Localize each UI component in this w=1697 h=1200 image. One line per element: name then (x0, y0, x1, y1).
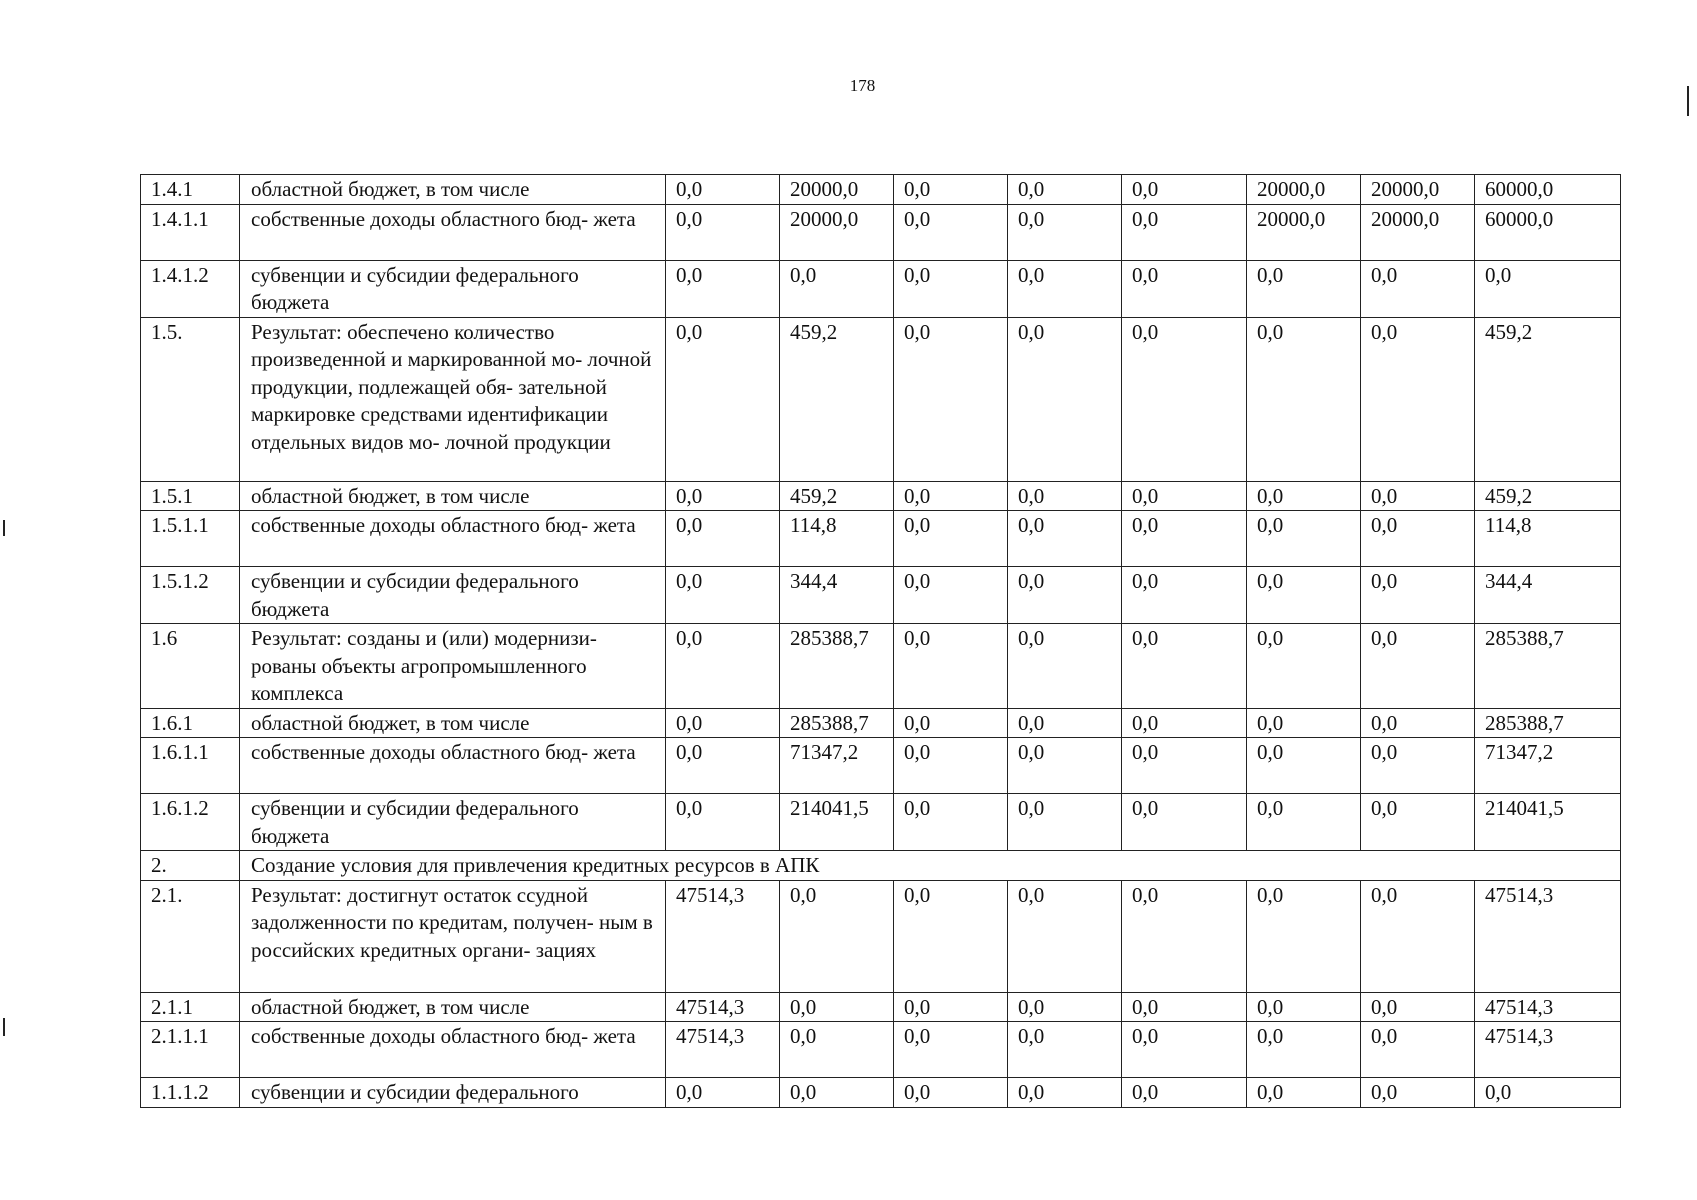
value-cell: 0,0 (1361, 1022, 1475, 1078)
value-cell: 0,0 (1122, 624, 1247, 709)
table-row (141, 1022, 1621, 1078)
value-cell: 0,0 (1361, 567, 1475, 624)
value-cell: 0,0 (1008, 624, 1122, 709)
value-cell: 0,0 (1008, 1078, 1122, 1108)
value-cell: 0,0 (1247, 992, 1361, 1022)
row-description: субвенции и субсидии федерального бюджета (240, 794, 666, 851)
row-description: собственные доходы областного бюд- жета (240, 1022, 666, 1078)
value-cell: 0,0 (666, 481, 780, 511)
value-cell: 0,0 (1361, 992, 1475, 1022)
value-cell: 47514,3 (666, 1022, 780, 1078)
value-cell: 0,0 (1361, 708, 1475, 738)
value-cell: 0,0 (1008, 567, 1122, 624)
value-cell: 285388,7 (780, 624, 894, 709)
value-cell: 0,0 (894, 880, 1008, 992)
value-cell: 214041,5 (1475, 794, 1621, 851)
row-code: 1.6 (141, 624, 240, 709)
value-cell: 0,0 (780, 260, 894, 317)
value-cell: 0,0 (1247, 481, 1361, 511)
value-cell: 0,0 (666, 317, 780, 481)
value-cell: 0,0 (1247, 317, 1361, 481)
value-cell: 0,0 (1122, 204, 1247, 260)
value-cell: 20000,0 (1247, 204, 1361, 260)
value-cell: 47514,3 (1475, 992, 1621, 1022)
value-cell: 0,0 (666, 567, 780, 624)
value-cell: 0,0 (1122, 992, 1247, 1022)
row-code: 1.6.1.1 (141, 738, 240, 794)
row-description: Результат: достигнут остаток ссудной задолженности по кредитам, получен- ным в российских кредитных органи- зациях (240, 880, 666, 992)
value-cell: 459,2 (780, 481, 894, 511)
row-code: 2.1. (141, 880, 240, 992)
value-cell: 0,0 (666, 794, 780, 851)
table-row (141, 880, 1621, 992)
value-cell: 71347,2 (1475, 738, 1621, 794)
row-description: областной бюджет, в том числе (240, 708, 666, 738)
value-cell: 0,0 (1122, 511, 1247, 567)
budget-table (140, 174, 1621, 1108)
value-cell: 0,0 (1247, 880, 1361, 992)
value-cell: 0,0 (1122, 567, 1247, 624)
row-description: собственные доходы областного бюд- жета (240, 738, 666, 794)
value-cell: 0,0 (894, 738, 1008, 794)
section-title: Создание условия для привлечения кредитных ресурсов в АПК (240, 851, 1621, 881)
value-cell: 0,0 (1361, 511, 1475, 567)
value-cell: 0,0 (1247, 1078, 1361, 1108)
row-code: 1.5. (141, 317, 240, 481)
value-cell: 0,0 (1008, 992, 1122, 1022)
table-row (141, 1078, 1621, 1108)
value-cell: 214041,5 (780, 794, 894, 851)
value-cell: 47514,3 (1475, 880, 1621, 992)
value-cell: 114,8 (1475, 511, 1621, 567)
table-row (141, 175, 1621, 205)
row-code: 2.1.1 (141, 992, 240, 1022)
value-cell: 344,4 (1475, 567, 1621, 624)
value-cell: 0,0 (1361, 1078, 1475, 1108)
row-description: субвенции и субсидии федерального (240, 1078, 666, 1108)
row-code: 1.5.1.2 (141, 567, 240, 624)
value-cell: 0,0 (1122, 738, 1247, 794)
value-cell: 0,0 (1247, 260, 1361, 317)
value-cell: 459,2 (1475, 481, 1621, 511)
value-cell: 71347,2 (780, 738, 894, 794)
value-cell: 0,0 (1008, 481, 1122, 511)
value-cell: 0,0 (894, 1078, 1008, 1108)
value-cell: 47514,3 (1475, 1022, 1621, 1078)
table-row (141, 204, 1621, 260)
row-code: 1.6.1 (141, 708, 240, 738)
value-cell: 0,0 (1122, 1078, 1247, 1108)
value-cell: 0,0 (666, 511, 780, 567)
value-cell: 20000,0 (1247, 175, 1361, 205)
row-code: 1.4.1.2 (141, 260, 240, 317)
value-cell: 0,0 (1361, 794, 1475, 851)
value-cell: 0,0 (1008, 204, 1122, 260)
row-code: 2. (141, 851, 240, 881)
value-cell: 285388,7 (780, 708, 894, 738)
row-description: Результат: обеспечено количество произведенной и маркированной мо- лочной продукции, подлежащей обя- зательной маркировке средствами идентификации отдельных видов мо- лочной продукции (240, 317, 666, 481)
value-cell: 0,0 (1122, 260, 1247, 317)
table-body (141, 175, 1621, 1108)
value-cell: 0,0 (1008, 1022, 1122, 1078)
value-cell: 0,0 (1361, 624, 1475, 709)
value-cell: 0,0 (666, 175, 780, 205)
table-row (141, 708, 1621, 738)
value-cell: 0,0 (1122, 175, 1247, 205)
table-row (141, 511, 1621, 567)
row-description: собственные доходы областного бюд- жета (240, 511, 666, 567)
value-cell: 0,0 (894, 1022, 1008, 1078)
row-code: 1.6.1.2 (141, 794, 240, 851)
value-cell: 20000,0 (1361, 204, 1475, 260)
value-cell: 0,0 (1475, 260, 1621, 317)
row-description: областной бюджет, в том числе (240, 992, 666, 1022)
value-cell: 0,0 (894, 260, 1008, 317)
row-code: 1.5.1 (141, 481, 240, 511)
value-cell: 20000,0 (1361, 175, 1475, 205)
value-cell: 0,0 (666, 738, 780, 794)
row-code: 1.4.1.1 (141, 204, 240, 260)
value-cell: 0,0 (1247, 794, 1361, 851)
table-row (141, 481, 1621, 511)
table-row (141, 794, 1621, 851)
value-cell: 0,0 (894, 624, 1008, 709)
row-description: субвенции и субсидии федерального бюджета (240, 567, 666, 624)
value-cell: 0,0 (1122, 708, 1247, 738)
scan-artifact (1687, 86, 1689, 116)
value-cell: 0,0 (1008, 880, 1122, 992)
value-cell: 285388,7 (1475, 624, 1621, 709)
table-row (141, 992, 1621, 1022)
value-cell: 0,0 (1122, 880, 1247, 992)
value-cell: 0,0 (1247, 624, 1361, 709)
value-cell: 0,0 (1361, 880, 1475, 992)
value-cell: 0,0 (1122, 1022, 1247, 1078)
row-description: областной бюджет, в том числе (240, 481, 666, 511)
value-cell: 0,0 (1361, 260, 1475, 317)
value-cell: 0,0 (1247, 511, 1361, 567)
value-cell: 0,0 (780, 1078, 894, 1108)
value-cell: 0,0 (894, 794, 1008, 851)
value-cell: 0,0 (1247, 708, 1361, 738)
table-row (141, 624, 1621, 709)
value-cell: 0,0 (894, 481, 1008, 511)
value-cell: 0,0 (1008, 317, 1122, 481)
value-cell: 0,0 (1361, 481, 1475, 511)
row-description: собственные доходы областного бюд- жета (240, 204, 666, 260)
table-row (141, 567, 1621, 624)
value-cell: 60000,0 (1475, 175, 1621, 205)
value-cell: 0,0 (666, 708, 780, 738)
value-cell: 47514,3 (666, 880, 780, 992)
value-cell: 0,0 (1008, 175, 1122, 205)
scan-artifact (3, 1018, 5, 1036)
value-cell: 114,8 (780, 511, 894, 567)
value-cell: 0,0 (1122, 317, 1247, 481)
row-code: 1.4.1 (141, 175, 240, 205)
table-row (141, 738, 1621, 794)
row-description: областной бюджет, в том числе (240, 175, 666, 205)
row-code: 2.1.1.1 (141, 1022, 240, 1078)
row-description: субвенции и субсидии федерального бюджета (240, 260, 666, 317)
value-cell: 0,0 (1008, 738, 1122, 794)
value-cell: 0,0 (1247, 738, 1361, 794)
value-cell: 344,4 (780, 567, 894, 624)
value-cell: 20000,0 (780, 175, 894, 205)
value-cell: 47514,3 (666, 992, 780, 1022)
value-cell: 0,0 (1008, 794, 1122, 851)
value-cell: 0,0 (666, 1078, 780, 1108)
value-cell: 459,2 (780, 317, 894, 481)
page-number: 178 (849, 76, 876, 95)
value-cell: 0,0 (894, 175, 1008, 205)
row-description: Результат: созданы и (или) модернизи- рованы объекты агропромышленного комплекса (240, 624, 666, 709)
value-cell: 0,0 (894, 567, 1008, 624)
value-cell: 0,0 (894, 511, 1008, 567)
value-cell: 0,0 (1361, 738, 1475, 794)
value-cell: 459,2 (1475, 317, 1621, 481)
value-cell: 0,0 (1247, 567, 1361, 624)
table-row (141, 317, 1621, 481)
value-cell: 0,0 (894, 204, 1008, 260)
value-cell: 0,0 (894, 992, 1008, 1022)
value-cell: 0,0 (666, 624, 780, 709)
value-cell: 0,0 (780, 880, 894, 992)
value-cell: 0,0 (894, 708, 1008, 738)
table-row (141, 260, 1621, 317)
value-cell: 0,0 (1361, 317, 1475, 481)
section-row (141, 851, 1621, 881)
value-cell: 0,0 (780, 992, 894, 1022)
value-cell: 285388,7 (1475, 708, 1621, 738)
value-cell: 0,0 (666, 204, 780, 260)
value-cell: 20000,0 (780, 204, 894, 260)
value-cell: 60000,0 (1475, 204, 1621, 260)
value-cell: 0,0 (780, 1022, 894, 1078)
row-code: 1.1.1.2 (141, 1078, 240, 1108)
value-cell: 0,0 (1475, 1078, 1621, 1108)
value-cell: 0,0 (1122, 794, 1247, 851)
value-cell: 0,0 (1122, 481, 1247, 511)
value-cell: 0,0 (894, 317, 1008, 481)
value-cell: 0,0 (666, 260, 780, 317)
scan-artifact (3, 520, 5, 536)
value-cell: 0,0 (1247, 1022, 1361, 1078)
value-cell: 0,0 (1008, 260, 1122, 317)
value-cell: 0,0 (1008, 708, 1122, 738)
row-code: 1.5.1.1 (141, 511, 240, 567)
value-cell: 0,0 (1008, 511, 1122, 567)
